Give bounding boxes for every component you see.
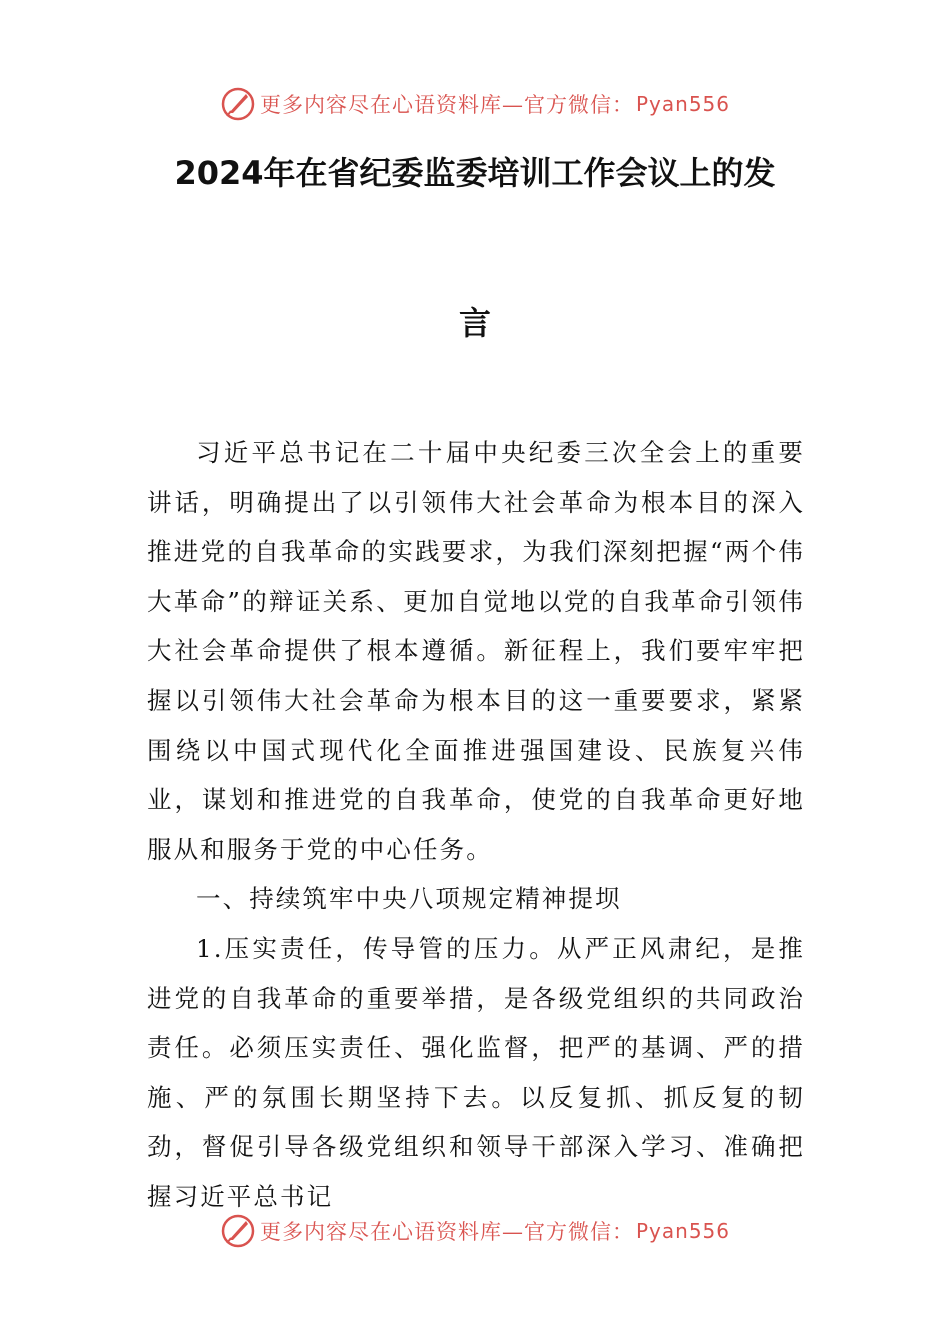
quill-logo-icon — [220, 1213, 256, 1249]
document-title-line1: 2024年在省纪委监委培训工作会议上的发 — [174, 154, 776, 192]
paragraph-intro: 习近平总书记在二十届中央纪委三次全会上的重要讲话，明确提出了以引领伟大社会革命为根本目的深入推进党的自我革命的实践要求，为我们深刻把握“两个伟大革命”的辩证关系、更加自觉地以党的自我革命引领伟大社会革命提供了根本遵循。新征程上，我们要牢牢把握以引领伟大社会革命为根本目的这一重要要求，紧紧围绕以中国式现代化全面推进强国建设、民族复兴伟业，谋划和推进党的自我革命，使党的自我革命更好地服从和服务于党的中心任务。 — [147, 438, 805, 864]
watermark-wechat-id: Pyan556 — [635, 1219, 730, 1243]
watermark-footer — [0, 1211, 950, 1251]
watermark-header — [0, 84, 950, 124]
section-heading: 一、持续筑牢中央八项规定精神提坝 — [196, 884, 622, 914]
document-body — [147, 428, 805, 1222]
quill-logo-icon — [220, 86, 256, 122]
watermark-wechat-id: Pyan556 — [635, 92, 730, 116]
paragraph-point-1: 1.压实责任，传导管的压力。从严正风肃纪，是推进党的自我革命的重要举措，是各级党组织的共同政治责任。必须压实责任、强化监督，把严的基调、严的措施、严的氛围长期坚持下去。以反复抓、抓反复的韧劲，督促引导各级党组织和领导干部深入学习、准确把握习近平总书记 — [147, 933, 805, 1211]
document-title-line2: 言 — [458, 304, 491, 342]
watermark-text: 更多内容尽在心语资料库—官方微信： — [259, 1220, 634, 1244]
watermark-text: 更多内容尽在心语资料库—官方微信： — [259, 93, 634, 117]
